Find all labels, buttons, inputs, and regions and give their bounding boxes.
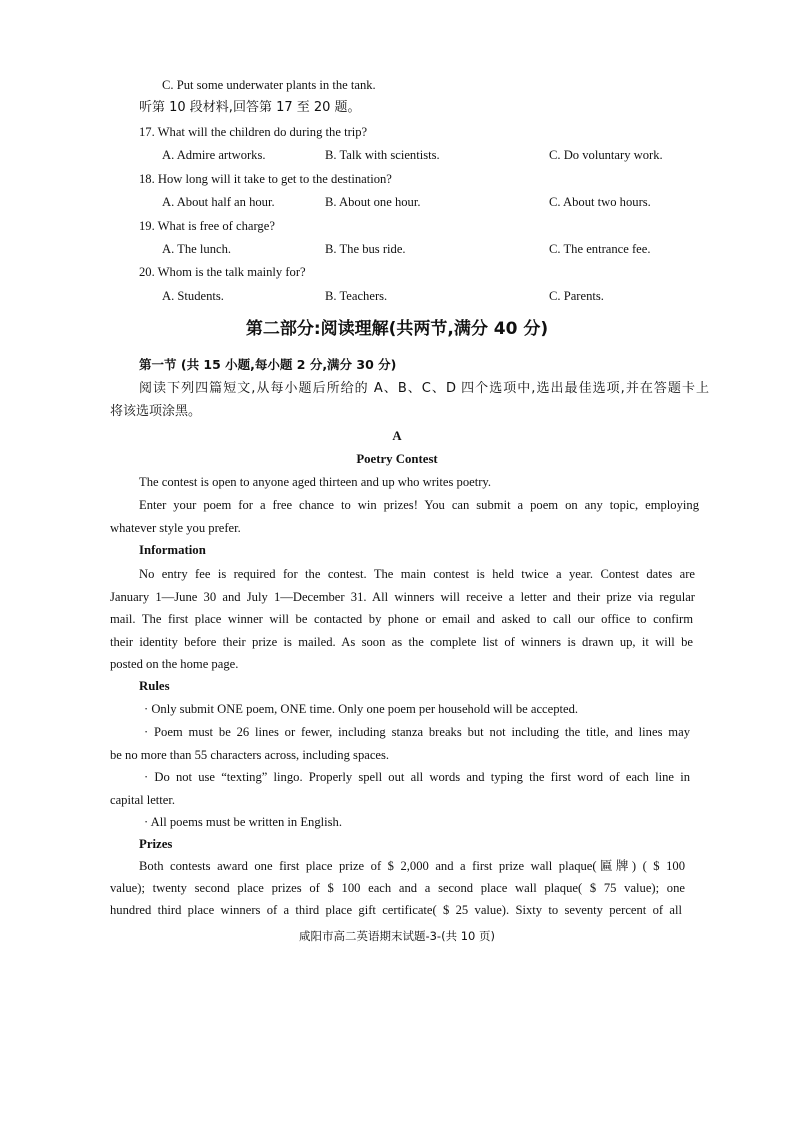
section-instruction-line-2: 将该选项涂黑。 — [110, 404, 202, 419]
question-17-option-c: C. Do voluntary work. — [549, 148, 663, 162]
passage-letter: A — [392, 429, 402, 443]
question-20-stem: 20. Whom is the talk mainly for? — [139, 265, 306, 279]
question-20-option-a: A. Students. — [162, 289, 224, 303]
listening-instruction: 听第 10 段材料,回答第 17 至 20 题。 — [139, 100, 361, 115]
rule-line-4: · Do not use “texting” lingo. Properly spell out all words and typing the first word of each line in — [144, 770, 690, 784]
passage-title: Poetry Contest — [356, 452, 438, 466]
information-line-4: their identity before their prize is mailed. As soon as the complete list of winners is drawn up, it will be — [110, 635, 693, 649]
information-line-1: No entry fee is required for the contest. The main contest is held twice a year. Contest dates are — [139, 567, 695, 581]
prizes-line-1: Both contests award one first place prize of $ 2,000 and a first prize wall plaque(匾牌) ( $ 100 — [139, 859, 685, 873]
intro-line-1: The contest is open to anyone aged thirteen and up who writes poetry. — [139, 475, 492, 489]
rules-heading: Rules — [139, 679, 170, 693]
prizes-line-3: hundred third place winners of a third place gift certificate( $ 25 value). Sixty to seventy percent of all — [110, 903, 682, 917]
intro-line-3: whatever style you prefer. — [110, 521, 241, 535]
question-19-option-c: C. The entrance fee. — [549, 242, 651, 256]
rule-line-5: capital letter. — [110, 793, 176, 807]
question-17-option-a: A. Admire artworks. — [162, 148, 266, 162]
question-16-option-c: C. Put some underwater plants in the tank. — [162, 78, 376, 92]
section-one-title: 第一节 (共 15 小题,每小题 2 分,满分 30 分) — [139, 357, 397, 372]
information-line-2: January 1—June 30 and July 1—December 31. All winners will receive a letter and their prize via regular — [110, 590, 695, 604]
information-line-5: posted on the home page. — [110, 657, 239, 671]
question-18-option-a: A. About half an hour. — [162, 195, 275, 209]
question-19-stem: 19. What is free of charge? — [139, 219, 275, 233]
question-17-option-b: B. Talk with scientists. — [325, 148, 440, 162]
question-19-option-b: B. The bus ride. — [325, 242, 406, 256]
question-20-option-b: B. Teachers. — [325, 289, 388, 303]
part-two-title: 第二部分:阅读理解(共两节,满分 40 分) — [245, 319, 549, 339]
question-19-option-a: A. The lunch. — [162, 242, 232, 256]
rule-line-2: · Poem must be 26 lines or fewer, including stanza breaks but not including the title, and lines may — [144, 725, 690, 739]
prizes-heading: Prizes — [139, 837, 173, 851]
rule-line-1: · Only submit ONE poem, ONE time. Only one poem per household will be accepted. — [144, 702, 579, 716]
prizes-line-2: value); twenty second place prizes of $ 100 each and a second place wall plaque( $ 75 value); one — [110, 881, 685, 895]
question-17-stem: 17. What will the children do during the trip? — [139, 125, 368, 139]
section-instruction-line-1: 阅读下列四篇短文,从每小题后所给的 A、B、C、D 四个选项中,选出最佳选项,并在答题卡上 — [139, 381, 709, 396]
question-18-option-c: C. About two hours. — [549, 195, 651, 209]
question-18-option-b: B. About one hour. — [325, 195, 421, 209]
rule-line-3: be no more than 55 characters across, including spaces. — [110, 748, 390, 762]
rule-line-6: · All poems must be written in English. — [144, 815, 342, 829]
question-20-option-c: C. Parents. — [549, 289, 604, 303]
information-heading: Information — [139, 543, 206, 557]
intro-line-2: Enter your poem for a free chance to win prizes! You can submit a poem on any topic, employing — [139, 498, 699, 512]
question-18-stem: 18. How long will it take to get to the destination? — [139, 172, 392, 186]
information-line-3: mail. The first place winner will be contacted by phone or email and asked to call our office to confirm — [110, 612, 693, 626]
page-footer: 咸阳市高二英语期末试题-3-(共 10 页) — [298, 929, 496, 943]
